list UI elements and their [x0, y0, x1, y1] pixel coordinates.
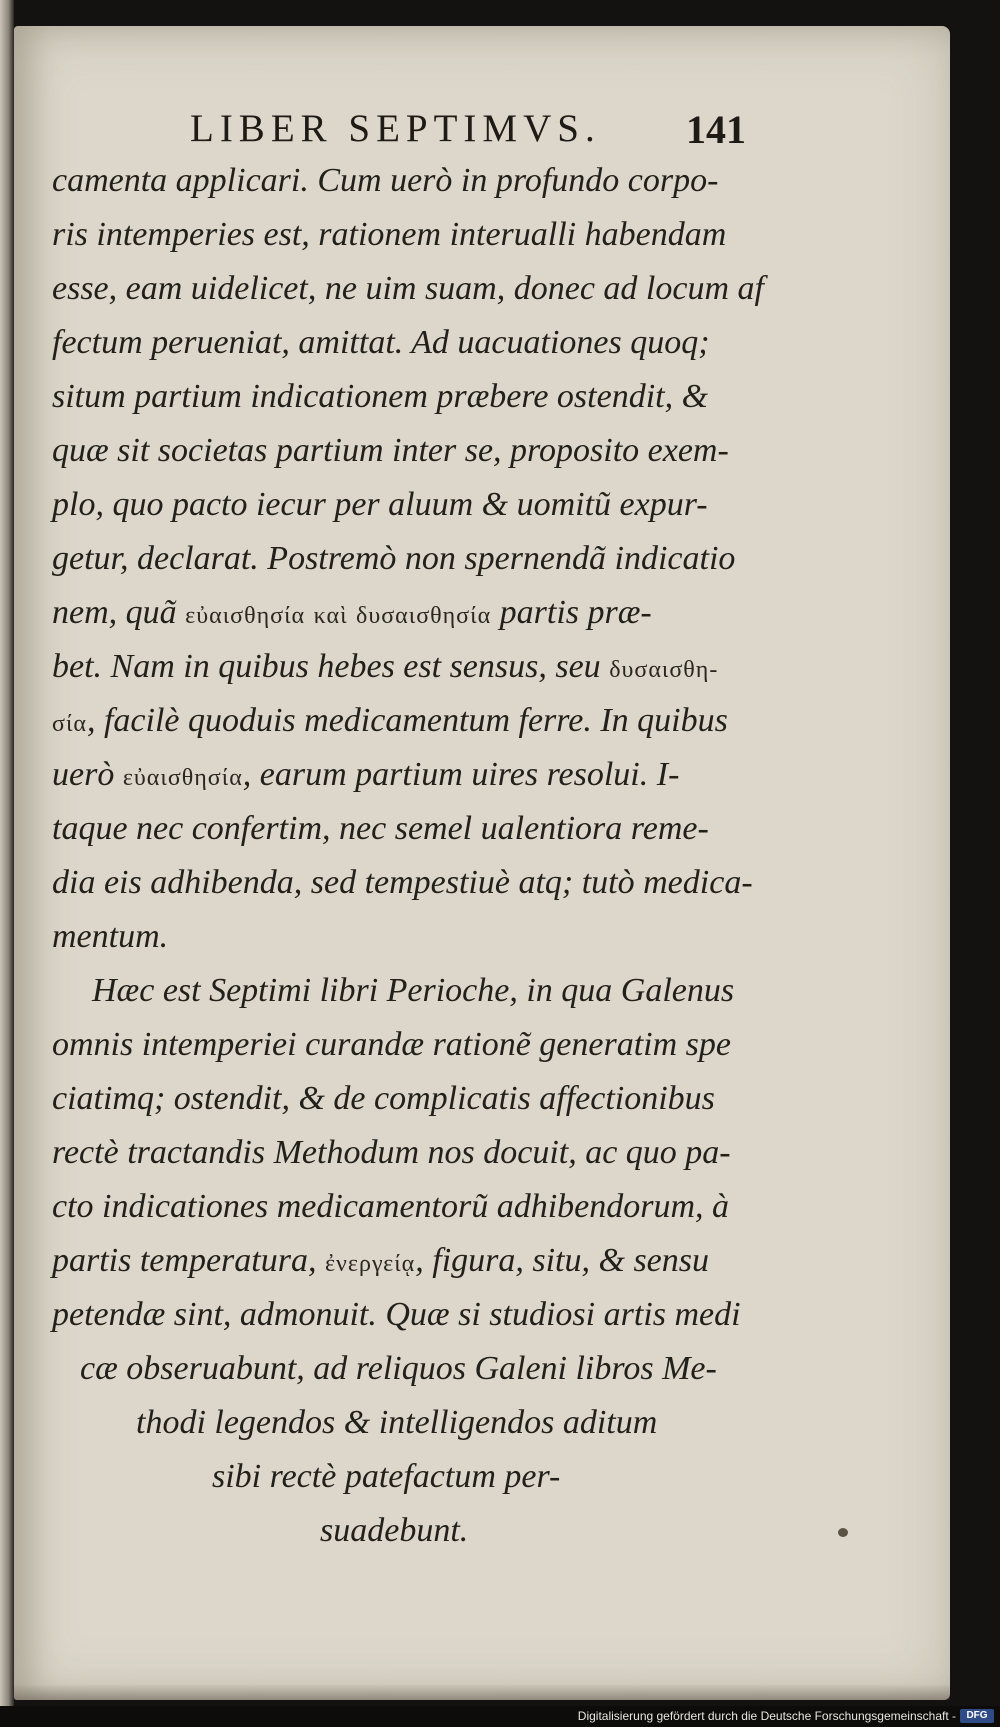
- text-line: plo, quo pacto iecur per aluum & uomitũ expur-: [52, 486, 708, 523]
- text-line: [52, 1234, 772, 1288]
- running-head: LIBER SEPTIMVS.: [190, 107, 601, 150]
- greek-word: σία: [52, 711, 87, 737]
- book-spine-edge: [0, 0, 14, 1727]
- text-line: [52, 586, 772, 640]
- text-line: camenta applicari. Cum uerò in profundo corpo-: [52, 162, 719, 199]
- greek-word: καὶ: [313, 603, 348, 629]
- latin-fragment: partis temperatura,: [52, 1242, 317, 1279]
- latin-fragment: nem, quã: [52, 594, 177, 631]
- text-line: Hæc est Septimi libri Perioche, in qua Galenus: [92, 972, 735, 1009]
- greek-word: δυσαισθη-: [609, 657, 719, 683]
- text-line: sibi rectè patefactum per-: [212, 1458, 561, 1495]
- text-line: [52, 640, 772, 694]
- page-number: 141: [686, 107, 746, 152]
- text-line: [52, 694, 772, 748]
- text-line: petendæ sint, admonuit. Quæ si studiosi artis medi: [52, 1296, 741, 1333]
- text-line: dia eis adhibenda, sed tempestiuè atq; tutò medica-: [52, 864, 753, 901]
- dfg-logo: DFG: [960, 1709, 994, 1723]
- greek-word: εὐαισθησία: [122, 765, 243, 791]
- paper-speck: [838, 1528, 848, 1537]
- text-line: ris intemperies est, rationem interualli habendam: [52, 216, 727, 253]
- greek-word: εὐαισθησία: [185, 603, 306, 629]
- text-line: quæ sit societas partium inter se, proposito exem-: [52, 432, 729, 469]
- text-line: taque nec confertim, nec semel ualentiora reme-: [52, 810, 709, 847]
- latin-fragment: partis præ-: [499, 594, 652, 631]
- funding-notice: Digitalisierung gefördert durch die Deutsche Forschungsgemeinschaft -: [577, 1709, 956, 1723]
- page-bottom-shadow: [14, 1684, 950, 1700]
- text-line: [52, 748, 772, 802]
- text-line: ciatimq; ostendit, & de complicatis affectionibus: [52, 1080, 715, 1117]
- latin-fragment: , earum partium uires resolui. I-: [242, 756, 680, 793]
- text-line: omnis intemperiei curandæ rationẽ generatim spe: [52, 1026, 731, 1063]
- latin-fragment: , facilè quoduis medicamentum ferre. In quibus: [86, 702, 728, 739]
- text-line: rectè tractandis Methodum nos docuit, ac quo pa-: [52, 1134, 731, 1171]
- main-text: [52, 154, 772, 1558]
- text-line: mentum.: [52, 918, 169, 955]
- text-line: esse, eam uidelicet, ne uim suam, donec ad locum af: [52, 270, 764, 307]
- text-line: getur, declarat. Postremò non spernendã indicatio: [52, 540, 736, 577]
- text-line: cto indicationes medicamentorũ adhibendorum, à: [52, 1188, 730, 1225]
- text-line: fectum perueniat, amittat. Ad uacuationes quoq;: [52, 324, 710, 361]
- latin-fragment: bet. Nam in quibus hebes est sensus, seu: [52, 648, 601, 685]
- latin-fragment: , figura, situ, & sensu: [415, 1242, 709, 1279]
- greek-word: ἐνεργείᾳ: [324, 1251, 416, 1277]
- text-line: situm partium indicationem præbere ostendit, &: [52, 378, 709, 415]
- text-line: cæ obseruabunt, ad reliquos Galeni libros Me-: [80, 1350, 717, 1387]
- latin-fragment: uerò: [52, 756, 115, 793]
- greek-word: δυσαισθησία: [356, 603, 492, 629]
- text-line: thodi legendos & intelligendos aditum: [136, 1404, 658, 1441]
- text-line: suadebunt.: [320, 1512, 469, 1549]
